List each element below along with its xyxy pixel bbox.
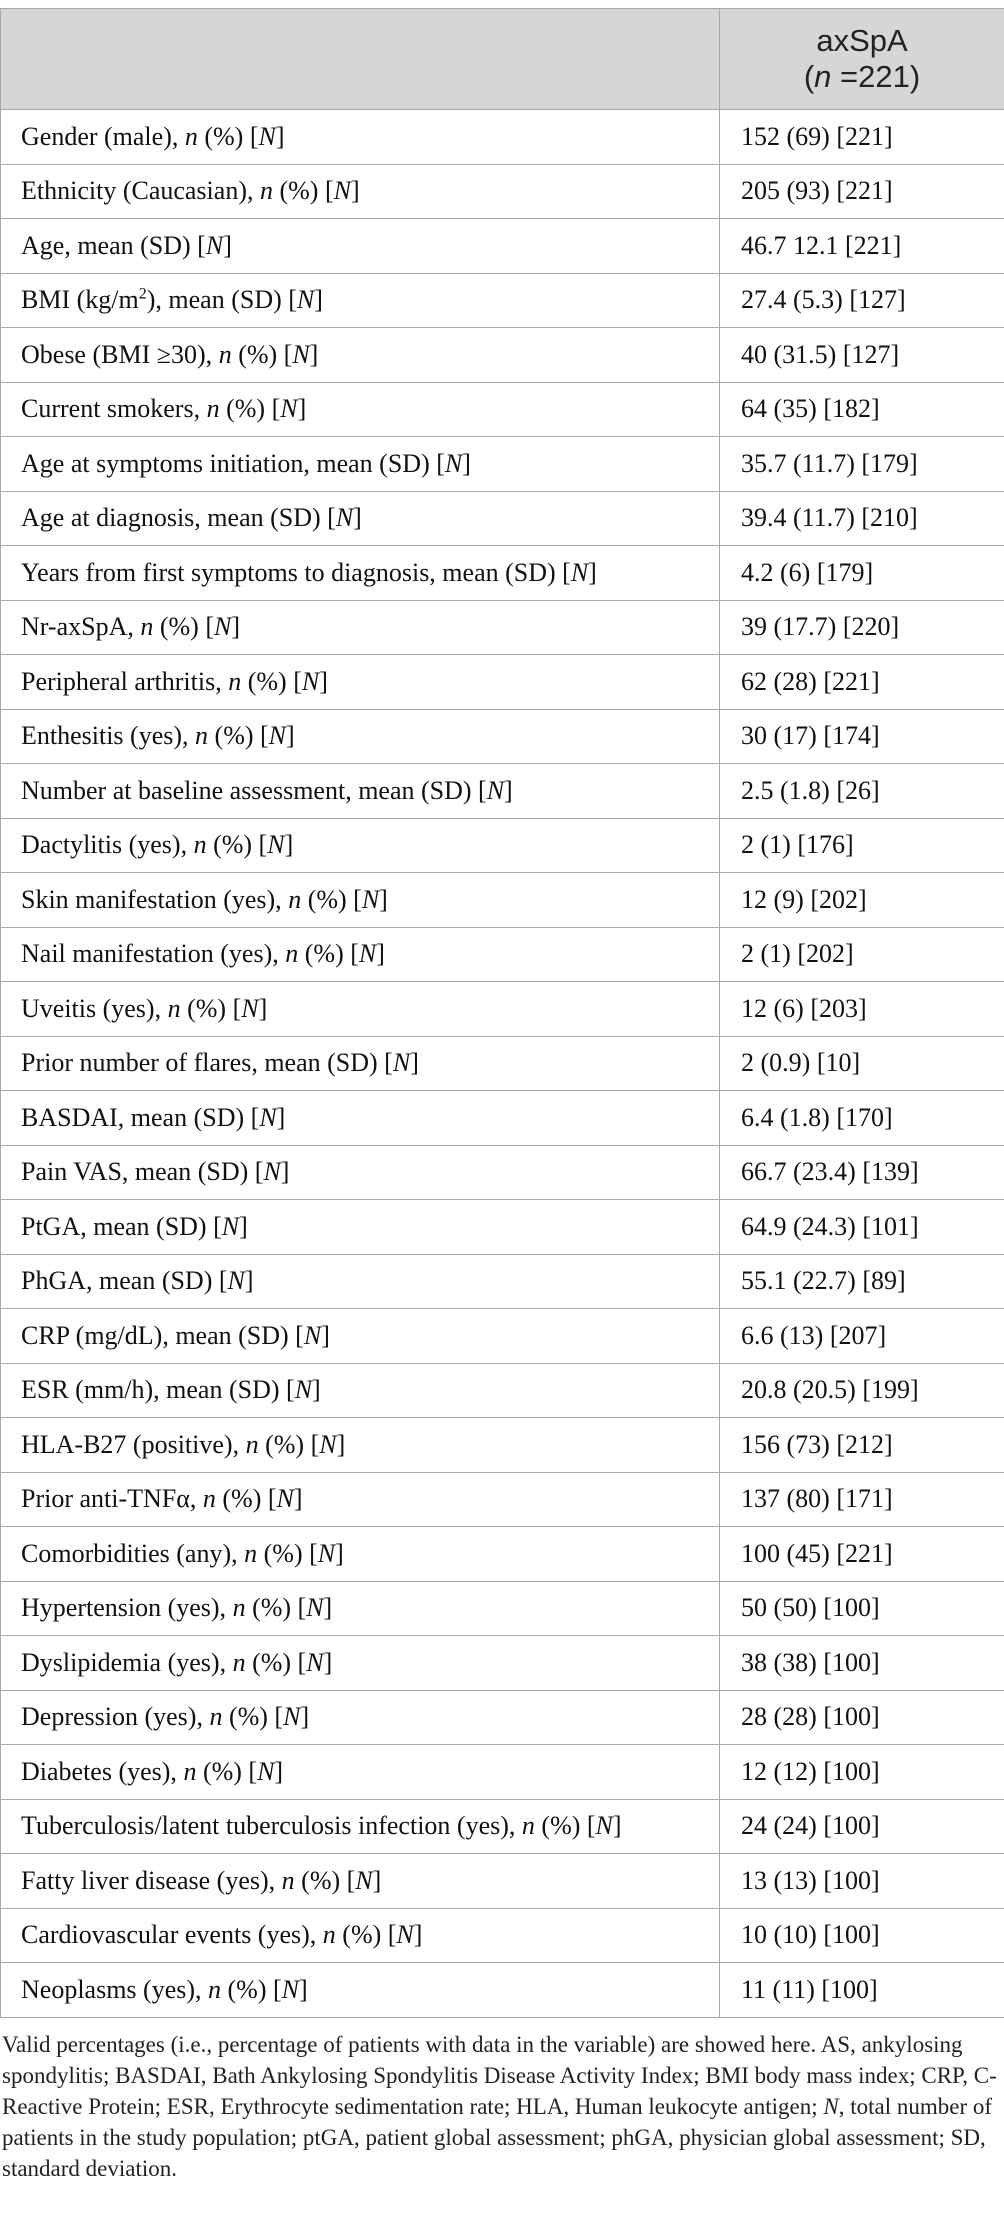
row-label-cell (1, 1254, 720, 1309)
table-container (0, 8, 1004, 2018)
italic-symbol: n (206, 394, 220, 424)
text-segment: (%) [ (222, 1702, 284, 1732)
row-label-cell (1, 1799, 720, 1854)
text-segment: Hypertension (yes), (21, 1593, 233, 1623)
table-row (1, 382, 1004, 437)
text-segment: (%) [ (208, 721, 269, 751)
text-segment: ] (223, 230, 232, 260)
table-row (1, 1963, 1004, 2018)
italic-symbol: N (267, 830, 285, 860)
text-segment: Age, mean (SD) [ (21, 230, 206, 260)
text-segment: ] (319, 666, 328, 696)
text-segment: ] (275, 121, 285, 151)
italic-symbol: N (358, 939, 377, 969)
italic-symbol: n (183, 1756, 197, 1786)
row-label-cell (1, 655, 720, 710)
table-row (1, 1527, 1004, 1582)
text-segment: PtGA, mean (SD) [ (21, 1211, 222, 1241)
text-segment: ] (321, 1320, 330, 1350)
text-segment: ] (350, 176, 360, 206)
table-row (1, 1309, 1004, 1364)
text-segment: (%) [ (245, 1647, 307, 1677)
text-segment: ] (372, 1865, 382, 1895)
text-segment: Number at baseline assessment, mean (SD) [ (21, 775, 487, 805)
text-segment: (%) [ (215, 1484, 277, 1514)
text-segment: ] (244, 1266, 254, 1296)
italic-symbol: N (392, 1048, 411, 1078)
row-label-cell (1, 982, 720, 1037)
text-segment: ] (300, 1702, 310, 1732)
italic-symbol: n (322, 1920, 336, 1950)
row-label-cell (1, 164, 720, 219)
text-segment: ] (314, 285, 323, 315)
text-segment: (%) [ (301, 884, 362, 914)
italic-symbol: N (595, 1811, 613, 1841)
italic-symbol: N (355, 1865, 373, 1895)
italic-symbol: n (228, 666, 242, 696)
table-row (1, 1472, 1004, 1527)
table-row (1, 709, 1004, 764)
row-label-cell (1, 764, 720, 819)
text-segment: Comorbidities (any), (21, 1538, 245, 1568)
row-value-cell: 12 (12) [100] (720, 1745, 1004, 1800)
table-row (1, 546, 1004, 601)
header-n-symbol: n (814, 59, 832, 94)
table-row (1, 1745, 1004, 1800)
text-segment: (%) [ (180, 993, 242, 1023)
text-segment: ] (588, 557, 597, 587)
text-segment: ] (280, 1157, 290, 1187)
row-label-cell (1, 1036, 720, 1091)
text-segment: ] (299, 1974, 308, 2004)
text-segment: Years from first symptoms to diagnosis, mean (SD) [ (21, 557, 571, 587)
italic-symbol: N (276, 1484, 294, 1514)
table-row (1, 1581, 1004, 1636)
row-value-cell: 38 (38) [100] (720, 1636, 1004, 1691)
row-value-cell: 152 (69) [221] (720, 110, 1004, 165)
row-label-cell (1, 1963, 720, 2018)
italic-symbol: N (319, 1429, 337, 1459)
text-segment: HLA-B27 (positive), (21, 1429, 246, 1459)
table-row (1, 1854, 1004, 1909)
italic-symbol: N (306, 1593, 324, 1623)
row-value-cell: 24 (24) [100] (720, 1799, 1004, 1854)
text-segment: ] (323, 1593, 333, 1623)
text-segment: Tuberculosis/latent tuberculosis infection (yes), (21, 1811, 522, 1841)
text-segment: Pain VAS, mean (SD) [ (21, 1157, 264, 1187)
text-segment: Nr-axSpA, (21, 612, 141, 642)
italic-symbol: n (521, 1811, 535, 1841)
row-label-cell (1, 546, 720, 601)
text-segment: (%) [ (219, 394, 281, 424)
text-segment: BASDAI, mean (SD) [ (21, 1102, 260, 1132)
italic-symbol: N (335, 503, 354, 533)
row-value-cell: 40 (31.5) [127] (720, 328, 1004, 383)
row-value-cell: 10 (10) [100] (720, 1908, 1004, 1963)
row-label-cell (1, 1091, 720, 1146)
text-segment: (%) [ (241, 666, 302, 696)
text-segment: Cardiovascular events (yes), (21, 1920, 323, 1950)
text-segment: ] (379, 884, 388, 914)
text-segment: Fatty liver disease (yes), (21, 1865, 282, 1895)
row-label-cell (1, 110, 720, 165)
text-segment: ] (312, 1375, 321, 1405)
baseline-characteristics-table (0, 8, 1004, 2018)
table-row (1, 1799, 1004, 1854)
row-label-cell (1, 273, 720, 328)
row-value-cell: 64.9 (24.3) [101] (720, 1200, 1004, 1255)
table-row (1, 1908, 1004, 1963)
italic-symbol: N (214, 612, 232, 642)
text-segment: BMI (kg/m (21, 285, 139, 315)
text-segment: ] (323, 1647, 333, 1677)
table-row (1, 1418, 1004, 1473)
italic-symbol: N (294, 1375, 313, 1405)
text-segment: Diabetes (yes), (21, 1756, 184, 1786)
italic-symbol: N (444, 448, 463, 478)
row-label-cell (1, 1363, 720, 1418)
row-label-cell (1, 1636, 720, 1691)
text-segment: ] (231, 612, 241, 642)
row-value-cell: 66.7 (23.4) [139] (720, 1145, 1004, 1200)
row-value-cell: 100 (45) [221] (720, 1527, 1004, 1582)
text-segment: (%) [ (245, 1593, 307, 1623)
row-value-cell: 137 (80) [171] (720, 1472, 1004, 1527)
text-segment: ] (353, 503, 362, 533)
italic-symbol: N (227, 1266, 245, 1296)
italic-symbol: N (486, 775, 505, 805)
italic-symbol: N (823, 2094, 839, 2119)
text-segment: Dyslipidemia (yes), (21, 1647, 233, 1677)
row-label-cell (1, 1145, 720, 1200)
table-row (1, 164, 1004, 219)
row-label-cell (1, 1581, 720, 1636)
row-value-cell: 62 (28) [221] (720, 655, 1004, 710)
text-segment: ] (276, 1102, 286, 1132)
row-label-cell (1, 1745, 720, 1800)
text-segment: ] (239, 1211, 248, 1241)
italic-symbol: n (167, 993, 181, 1023)
table-footnote (2, 2029, 1002, 2184)
text-segment: ] (612, 1811, 622, 1841)
row-label-cell (1, 927, 720, 982)
italic-symbol: n (184, 121, 198, 151)
row-label-cell (1, 873, 720, 928)
text-segment: (%) [ (196, 1756, 258, 1786)
row-label-cell (1, 1309, 720, 1364)
row-value-cell: 46.7 12.1 [221] (720, 219, 1004, 274)
table-row (1, 873, 1004, 928)
row-label-cell (1, 818, 720, 873)
italic-symbol: n (218, 339, 232, 369)
row-value-cell: 12 (9) [202] (720, 873, 1004, 928)
table-header (1, 9, 1004, 110)
text-segment: ] (274, 1756, 284, 1786)
italic-symbol: n (193, 830, 207, 860)
italic-symbol: n (281, 1865, 295, 1895)
row-label-cell (1, 1690, 720, 1745)
text-segment: ] (284, 830, 294, 860)
italic-symbol: n (232, 1647, 246, 1677)
text-segment: ] (309, 339, 319, 369)
text-segment: ] (376, 939, 385, 969)
italic-symbol: N (296, 285, 315, 315)
text-segment: Depression (yes), (21, 1702, 210, 1732)
row-value-cell: 11 (11) [100] (720, 1963, 1004, 2018)
row-label-cell (1, 1854, 720, 1909)
table-row (1, 982, 1004, 1037)
italic-symbol: n (140, 612, 154, 642)
italic-symbol: n (244, 1538, 258, 1568)
text-segment: ] (258, 993, 268, 1023)
text-segment: (%) [ (153, 612, 214, 642)
text-segment: (%) [ (335, 1920, 397, 1950)
row-value-cell: 2 (1) [176] (720, 818, 1004, 873)
table-row (1, 273, 1004, 328)
text-segment: ] (293, 1484, 303, 1514)
row-label-cell (1, 1908, 720, 1963)
row-value-cell: 55.1 (22.7) [89] (720, 1254, 1004, 1309)
text-segment: ] (286, 721, 295, 751)
text-segment: Ethnicity (Caucasian), (21, 176, 260, 206)
table-row (1, 110, 1004, 165)
italic-symbol: n (245, 1429, 259, 1459)
text-segment: Prior anti-TNFα, (21, 1484, 203, 1514)
italic-symbol: n (288, 884, 302, 914)
text-segment: Gender (male), (21, 121, 185, 151)
table-row (1, 600, 1004, 655)
text-segment: ] (462, 448, 471, 478)
text-segment: ] (297, 394, 307, 424)
row-label-cell (1, 437, 720, 492)
row-value-cell: 39.4 (11.7) [210] (720, 491, 1004, 546)
row-value-cell: 2.5 (1.8) [26] (720, 764, 1004, 819)
italic-symbol: N (570, 557, 589, 587)
text-segment: (%) [ (197, 121, 259, 151)
table-row (1, 1363, 1004, 1418)
table-row (1, 764, 1004, 819)
row-value-cell: 30 (17) [174] (720, 709, 1004, 764)
header-axspa-label: axSpA (816, 23, 908, 58)
row-value-cell: 39 (17.7) [220] (720, 600, 1004, 655)
row-label-cell (1, 1472, 720, 1527)
header-sample-size (804, 59, 920, 95)
text-segment: (%) [ (294, 1865, 356, 1895)
text-segment: Age at symptoms initiation, mean (SD) [ (21, 448, 445, 478)
text-segment: Enthesitis (yes), (21, 721, 196, 751)
italic-symbol: N (263, 1157, 281, 1187)
italic-symbol: N (257, 1756, 275, 1786)
italic-symbol: n (202, 1484, 216, 1514)
table-row (1, 1145, 1004, 1200)
italic-symbol: n (195, 721, 209, 751)
table-row (1, 1200, 1004, 1255)
text-segment: Peripheral arthritis, (21, 666, 229, 696)
italic-symbol: N (259, 1102, 277, 1132)
text-segment: (%) [ (258, 1429, 320, 1459)
italic-symbol: N (268, 721, 287, 751)
text-segment: Neoplasms (yes), (21, 1974, 209, 2004)
italic-symbol: N (283, 1702, 301, 1732)
italic-symbol: n (285, 939, 299, 969)
header-n-value: =221) (831, 59, 921, 94)
text-segment: Age at diagnosis, mean (SD) [ (21, 503, 336, 533)
text-segment: (%) [ (206, 830, 268, 860)
text-segment: Valid percentages (i.e., percentage of patients with data in the variable) are showed here. AS, ankylosing spondylitis; BASDAI, Bath Ankylosing Spondylitis Disease Activity Index; BMI body mass index; CRP, C-Reactive Protein; ESR, Erythrocyte sedimentation rate; HLA, Human leukocyte antigen; (2, 2032, 997, 2119)
italic-symbol: N (396, 1920, 414, 1950)
text-segment: (%) [ (221, 1974, 282, 2004)
row-value-cell: 6.4 (1.8) [170] (720, 1091, 1004, 1146)
header-cell-variable (1, 9, 720, 110)
text-segment: Obese (BMI ≥30), (21, 339, 219, 369)
row-label-cell (1, 1200, 720, 1255)
italic-symbol: N (280, 394, 298, 424)
table-row (1, 437, 1004, 492)
text-segment: ] (336, 1429, 346, 1459)
table-row (1, 491, 1004, 546)
italic-symbol: N (281, 1974, 299, 2004)
table-row (1, 1091, 1004, 1146)
table-row (1, 1636, 1004, 1691)
text-segment: (%) [ (231, 339, 293, 369)
text-segment: ), mean (SD) [ (146, 285, 297, 315)
table-row (1, 927, 1004, 982)
italic-symbol: n (209, 1702, 223, 1732)
row-label-cell (1, 491, 720, 546)
header-row (1, 9, 1004, 110)
table-row (1, 1254, 1004, 1309)
italic-symbol: N (301, 666, 320, 696)
text-segment: Prior number of flares, mean (SD) [ (21, 1048, 393, 1078)
text-segment: PhGA, mean (SD) [ (21, 1266, 228, 1296)
row-value-cell: 28 (28) [100] (720, 1690, 1004, 1745)
row-value-cell: 64 (35) [182] (720, 382, 1004, 437)
text-segment: ] (335, 1538, 344, 1568)
header-cell-axspa (720, 9, 1004, 110)
row-value-cell: 13 (13) [100] (720, 1854, 1004, 1909)
text-segment: Skin manifestation (yes), (21, 884, 289, 914)
table-row (1, 1036, 1004, 1091)
text-segment: Nail manifestation (yes), (21, 939, 286, 969)
text-segment: ESR (mm/h), mean (SD) [ (21, 1375, 295, 1405)
text-segment: Uveitis (yes), (21, 993, 168, 1023)
italic-symbol: N (258, 121, 276, 151)
italic-symbol: N (241, 993, 259, 1023)
text-segment: , total number of patients in the study population; ptGA, patient global assessment; phGA, physician global assessment; SD, standard deviation. (2, 2094, 993, 2181)
table-row (1, 328, 1004, 383)
italic-symbol: N (221, 1211, 240, 1241)
italic-symbol: N (303, 1320, 322, 1350)
row-value-cell: 2 (1) [202] (720, 927, 1004, 982)
row-value-cell: 205 (93) [221] (720, 164, 1004, 219)
italic-symbol: N (317, 1538, 336, 1568)
text-segment: (%) [ (257, 1538, 318, 1568)
text-segment: ] (504, 775, 513, 805)
row-label-cell (1, 709, 720, 764)
italic-symbol: n (232, 1593, 246, 1623)
table-row (1, 1690, 1004, 1745)
text-segment: (%) [ (534, 1811, 596, 1841)
row-label-cell (1, 1527, 720, 1582)
table-body (1, 110, 1004, 2018)
row-label-cell (1, 219, 720, 274)
row-label-cell (1, 328, 720, 383)
text-segment: (%) [ (298, 939, 359, 969)
italic-symbol: N (292, 339, 310, 369)
row-value-cell: 50 (50) [100] (720, 1581, 1004, 1636)
row-value-cell: 27.4 (5.3) [127] (720, 273, 1004, 328)
text-segment: (%) [ (272, 176, 334, 206)
row-value-cell: 2 (0.9) [10] (720, 1036, 1004, 1091)
row-value-cell: 156 (73) [212] (720, 1418, 1004, 1473)
text-segment: CRP (mg/dL), mean (SD) [ (21, 1320, 304, 1350)
row-value-cell: 12 (6) [203] (720, 982, 1004, 1037)
row-value-cell: 20.8 (20.5) [199] (720, 1363, 1004, 1418)
italic-symbol: N (306, 1647, 324, 1677)
row-value-cell: 35.7 (11.7) [179] (720, 437, 1004, 492)
table-row (1, 818, 1004, 873)
table-row (1, 219, 1004, 274)
text-segment: ] (413, 1920, 423, 1950)
italic-symbol: n (208, 1974, 222, 2004)
header-paren-open: ( (803, 59, 815, 94)
row-label-cell (1, 600, 720, 655)
text-segment: Dactylitis (yes), (21, 830, 194, 860)
superscript: 2 (138, 285, 147, 303)
row-value-cell: 6.6 (13) [207] (720, 1309, 1004, 1364)
row-label-cell (1, 1418, 720, 1473)
text-segment: Current smokers, (21, 394, 207, 424)
table-row (1, 655, 1004, 710)
row-label-cell (1, 382, 720, 437)
text-segment: ] (410, 1048, 419, 1078)
italic-symbol: N (333, 176, 351, 206)
italic-symbol: n (259, 176, 273, 206)
italic-symbol: N (205, 230, 224, 260)
row-value-cell: 4.2 (6) [179] (720, 546, 1004, 601)
italic-symbol: N (361, 884, 380, 914)
